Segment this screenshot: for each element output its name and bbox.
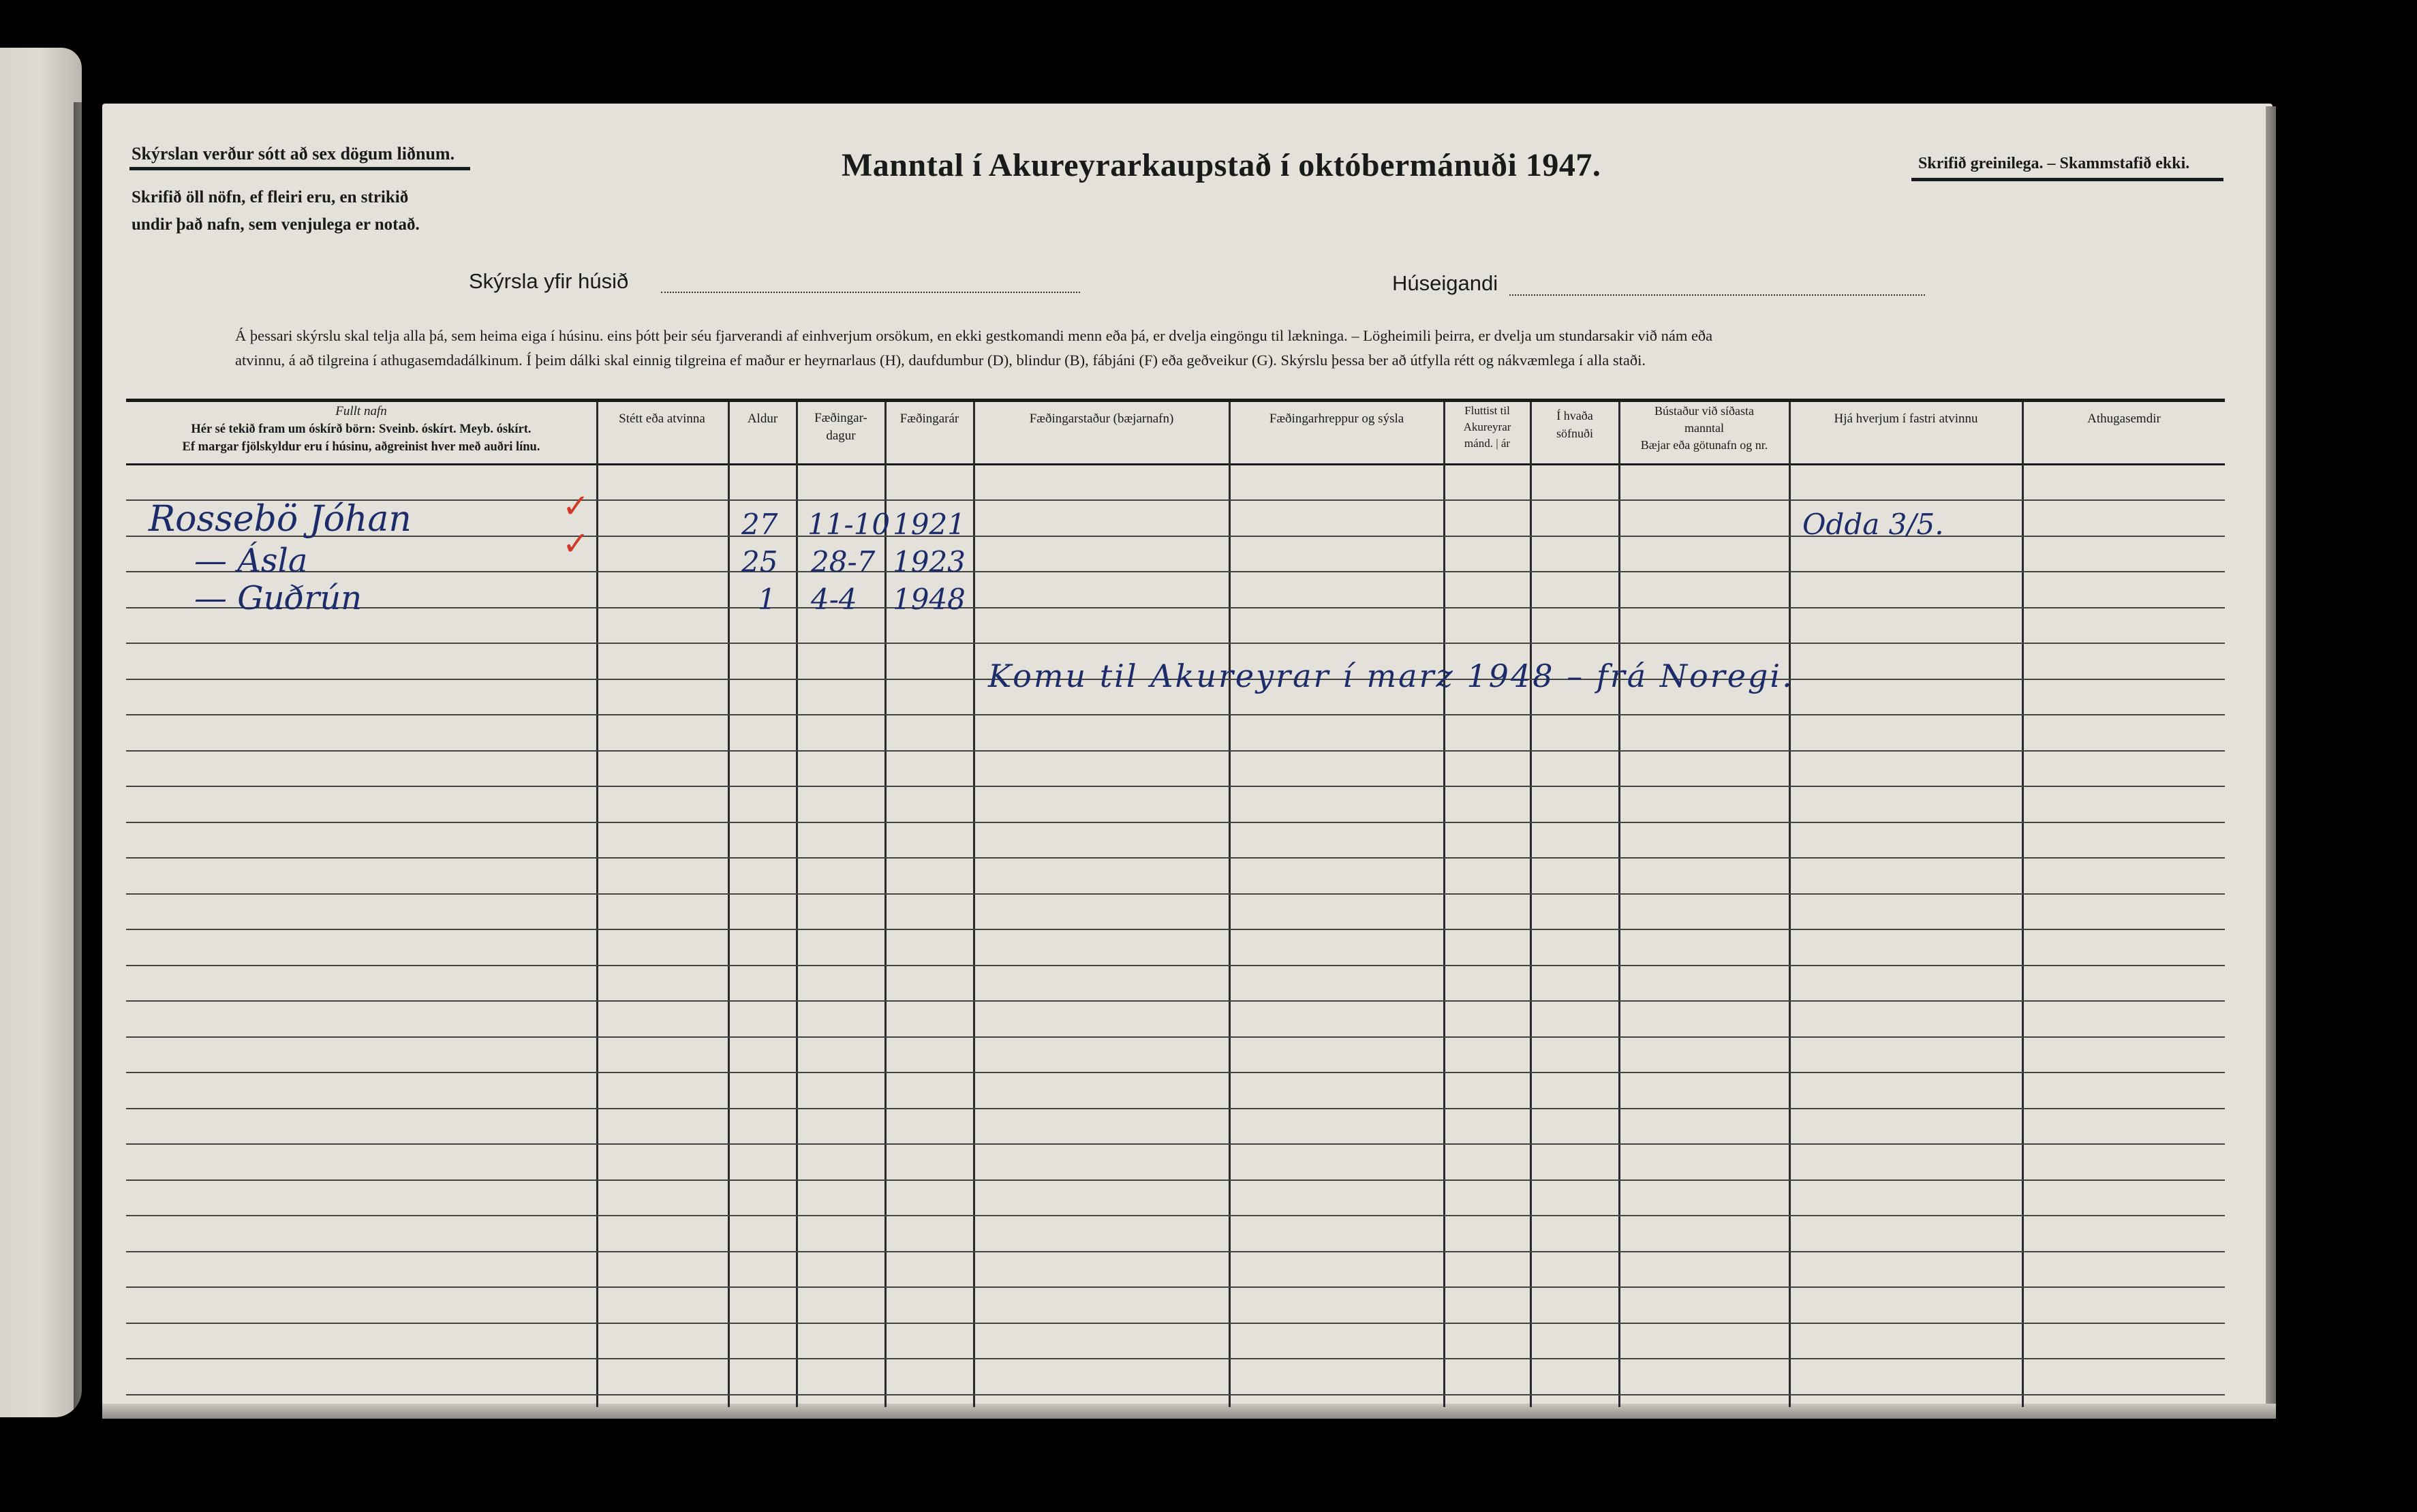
house-report-label: Skýrsla yfir húsið [469, 269, 629, 293]
col-header-remarks: Athugasemdir [2087, 412, 2161, 426]
instructions [235, 324, 2225, 373]
col-header-age: Aldur [747, 412, 778, 426]
row-line [126, 1072, 2225, 1073]
col-header-name [126, 403, 596, 463]
col-line [1530, 402, 1532, 1407]
entry-1-birth-day: 11-10 [807, 508, 891, 541]
row-line [126, 1215, 2225, 1216]
entry-3-birth-day: 4-4 [811, 583, 857, 616]
row-line [126, 857, 2225, 859]
entry-1-birth-year: 1921 [893, 508, 966, 541]
table-top-rule [126, 399, 2225, 402]
page-title: Manntal í Akureyrarkaupstað í októbermánuði 1947. [842, 147, 1601, 183]
check-mark: ✓ [562, 525, 590, 563]
col-line [596, 402, 598, 1407]
entry-2-birth-day: 28-7 [811, 545, 876, 578]
row-line [126, 1179, 2225, 1181]
col-header-employer: Hjá hverjum í fastri atvinnu [1834, 412, 1978, 426]
row-line [126, 1394, 2225, 1395]
residence-l1: Bústaður við síðasta [1654, 404, 1754, 418]
col-line [1443, 402, 1445, 1407]
left-note-1: Skýrslan verður sótt að sex dögum liðnum. [132, 144, 455, 164]
col-header-birthplace: Fæðingarstaður (bæjarnafn) [1029, 412, 1174, 426]
col-header-birth-parish: Fæðingarhreppur og sýsla [1269, 412, 1404, 426]
residence-l2: manntal [1684, 421, 1724, 435]
row-line [126, 607, 2225, 608]
name-title: Fullt nafn [335, 404, 387, 418]
col-line [1229, 402, 1231, 1407]
census-table [126, 399, 2225, 1407]
col-line [2022, 402, 2024, 1407]
house-owner-line [1509, 294, 1925, 296]
row-line [126, 786, 2225, 787]
entry-3-name: — Guðrún [194, 579, 363, 617]
parish-l2: söfnuði [1556, 427, 1593, 440]
entry-1-age: 27 [741, 508, 778, 541]
moved-l1: Fluttist til [1464, 404, 1510, 417]
moved-l3: mánd. | ár [1464, 437, 1511, 450]
entry-2-birth-year: 1923 [893, 545, 966, 578]
row-line [126, 571, 2225, 572]
entry-2-age: 25 [741, 545, 778, 578]
entry-1-name: Rossebö Jóhan [149, 499, 412, 540]
row-line [126, 499, 2225, 501]
row-line [126, 1323, 2225, 1324]
row-line [126, 929, 2225, 930]
check-mark: ✓ [562, 487, 590, 525]
row-line [126, 643, 2225, 644]
row-line [126, 1251, 2225, 1252]
row-line [126, 1286, 2225, 1288]
left-note-2-line2: undir það nafn, sem venjulega er notað. [132, 215, 420, 234]
row-line [126, 822, 2225, 823]
col-header-birth-day [797, 403, 884, 463]
arrival-note: Komu til Akureyrar í marz 1948 – frá Noregi. [988, 658, 1794, 694]
row-line [126, 714, 2225, 715]
entry-3-age: 1 [758, 583, 776, 616]
instructions-line1: Á þessari skýrslu skal telja alla þá, sem heima eiga í húsinu. eins þótt þeir séu fjarverandi af einhverjum orsökum, en ekki gestkomandi menn eða þá, er dvelja eingöngu til lækninga. – Lögheimili þeirra, er dvelja um stundarsakir við nám eða [235, 327, 1713, 344]
right-note: Skrifið greinilega. – Skammstafið ekki. [1918, 155, 2190, 172]
col-line [1789, 402, 1791, 1407]
header-bottom-rule [126, 463, 2225, 465]
house-owner-label: Húseigandi [1392, 271, 1498, 295]
right-note-underline [1911, 178, 2223, 181]
col-line [796, 402, 798, 1407]
col-header-occupation: Stétt eða atvinna [619, 412, 705, 426]
row-line [126, 1036, 2225, 1038]
col-line [728, 402, 730, 1407]
row-line [126, 893, 2225, 895]
col-header-birth-year: Fæðingarár [899, 412, 959, 426]
book-gutter-shadow [74, 102, 104, 1417]
name-sub2: Ef margar fjölskyldur eru í húsinu, aðgreinist hver með auðri línu. [182, 440, 540, 454]
entry-3-birth-year: 1948 [893, 583, 966, 616]
col-header-residence [1620, 403, 1789, 463]
col-header-parish [1531, 403, 1618, 463]
col-line [973, 402, 975, 1407]
row-line [126, 1358, 2225, 1359]
left-page-edge [0, 48, 82, 1417]
page-edge-right [2266, 106, 2276, 1417]
row-line [126, 965, 2225, 966]
row-line [126, 1108, 2225, 1109]
col-line [1618, 402, 1620, 1407]
entry-2-name: — Ásla [194, 542, 308, 580]
left-note-2-line1: Skrifið öll nöfn, ef fleiri eru, en strikið [132, 188, 409, 206]
row-line [126, 1143, 2225, 1145]
entry-1-employer: Odda 3/5. [1802, 508, 1944, 541]
left-note-underline [129, 167, 470, 170]
col-header-moved [1445, 403, 1530, 463]
name-sub1: Hér sé tekið fram um óskírð börn: Sveinb. óskírt. Meyb. óskírt. [191, 422, 532, 436]
house-report-line [661, 292, 1080, 293]
parish-l1: Í hvaða [1556, 409, 1593, 422]
moved-l2: Akureyrar [1463, 420, 1511, 433]
row-line [126, 750, 2225, 752]
residence-l3: Bæjar eða götunafn og nr. [1640, 438, 1768, 452]
col-line [884, 402, 887, 1407]
row-line [126, 1000, 2225, 1002]
birth-day-l1: Fæðingar- [814, 411, 867, 425]
birth-day-l2: dagur [826, 429, 856, 443]
instructions-line2: atvinnu, á að tilgreina í athugasemdadálkinum. Í þeim dálki skal einnig tilgreina ef maður er heyrnarlaus (H), daufdumbur (D), blindur (B), fábjáni (F) eða geðveikur (G). Skýrslu þessa ber að útfylla rétt og nákvæmlega í alla staði. [235, 352, 1646, 369]
